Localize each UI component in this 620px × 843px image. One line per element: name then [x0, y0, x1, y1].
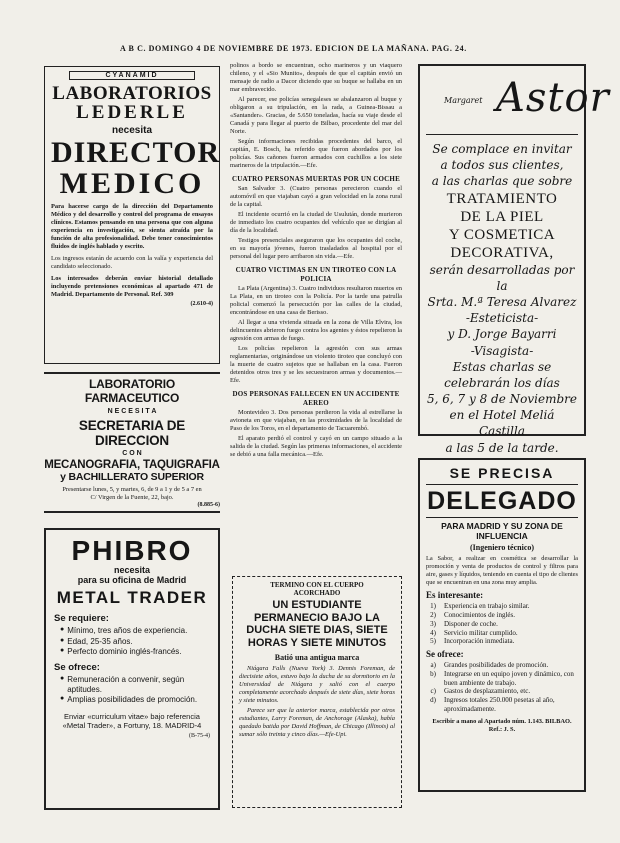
news-paragraph: La Plata (Argentina) 3. Cuatro individuos resultaron muertos en La Plata, en un tiroteo con la Policía. Por la tarde una patrulla policial comenzó la persecución por las calles de la ciudad, encontrándose en una casa de Berisso. — [230, 285, 402, 317]
astor-line: Srta. M.ª Teresa Alvarez — [427, 294, 577, 309]
ad-phibro — [44, 528, 220, 810]
divider — [426, 484, 578, 485]
astor-line: a las charlas que sobre — [431, 174, 573, 189]
farma-post: SECRETARIA DE DIRECCION — [78, 418, 186, 448]
farma-ref: (8.885-6) — [44, 502, 220, 513]
farma-presentarse: Presentarse lunes, 5, y martes, 6, de 9 a 1 y de 5 a 7 en — [62, 486, 202, 493]
farma-address: C/ Virgen de la Fuente, 22, bajo. — [90, 494, 174, 501]
astor-line: -Esteticista- — [465, 311, 539, 326]
list-item-number: a) — [430, 661, 436, 669]
phibro-brand: PHIBRO — [71, 535, 193, 566]
ad-ducha-story — [232, 576, 402, 808]
astor-line: a todos sus clientes, — [440, 158, 564, 173]
astor-logo — [426, 72, 610, 135]
farma-skills-l2: y BACHILLERATO SUPERIOR — [60, 471, 204, 483]
list-item-text: Grandes posibilidades de promoción. — [444, 661, 549, 669]
news-headline: DOS PERSONAS FALLECEN EN UN ACCIDENTE AEREO — [232, 390, 400, 407]
list-item-number: 1) — [430, 602, 436, 611]
delegado-post: DELEGADO — [427, 487, 577, 515]
news-paragraph: El aparato perdió el control y cayó en un campo situado a la salida de la ciudad. Según las primeras informaciones, el accidente se debió a una falla mecánica.—Efe. — [230, 434, 402, 458]
list-item-text: Conocimientos de inglés. — [444, 611, 515, 619]
list-item — [426, 670, 578, 688]
delegado-zona-l1: PARA MADRID Y SU ZONA DE — [441, 521, 563, 532]
news-paragraph: Según informaciones recibidas procedentes del barco, el capitán, E. Bosch, ha referido que fueron abordados por los policías. Sus cañones fueron armados con cuchillos a los siete marineros de la tripulación.—Efe. — [230, 138, 402, 169]
astor-topic: DE LA PIEL — [460, 208, 544, 225]
list-item-number: b) — [430, 669, 436, 678]
ducha-head-l2: ACORCHADO — [293, 589, 341, 597]
ducha-paragraph: Niágara Falls (Nueva York) 3. Dennis Foreman, de diecisiete años, estuvo bajo la ducha de su dormitorio en la Universidad de Niágara y salió con el cuerpo completamente acorchado después de siete días, siete horas y siete minutos. — [239, 664, 395, 704]
bullet-icon: ● — [60, 674, 65, 682]
list-item-text: Gastos de desplazamiento, etc. — [444, 687, 531, 696]
ducha-head-l1: TERMINO CON EL CUERPO — [270, 581, 364, 589]
list-item-text: Ingresos totales 250.000 pesetas al año, aproximadamente. — [444, 696, 555, 713]
list-item — [426, 602, 578, 611]
list-item-number: 3) — [430, 619, 436, 628]
list-item — [60, 647, 210, 657]
news-headline: CUATRO PERSONAS MUERTAS POR UN COCHE — [232, 175, 400, 183]
astor-line: celebrarán los días — [444, 375, 560, 390]
list-item-text: Amplias posibilidades de promoción. — [67, 695, 198, 705]
bullet-icon: ● — [60, 636, 65, 644]
list-item — [60, 675, 210, 696]
list-item-text: Disponer de coche. — [444, 619, 498, 628]
astor-line: Se complace en invitar — [432, 142, 572, 156]
delegado-contact: Escribir a mano al Apartado núm. 1.143. BILBAO. Ref.: J. S. — [432, 717, 572, 733]
list-item-text: Remuneración a convenir, según aptitudes. — [67, 674, 185, 694]
lederle-salary: Los ingresos estarán de acuerdo con la valía y experiencia del candidato seleccionado. — [51, 255, 213, 271]
astor-topic: DECORATIVA, — [450, 244, 554, 261]
list-item-text: Experiencia en trabajo similar. — [444, 602, 530, 611]
bullet-icon: ● — [60, 647, 65, 655]
list-item — [60, 637, 210, 647]
ad-margaret-astor — [418, 64, 610, 455]
ducha-title: UN ESTUDIANTE PERMANECIO BAJO LA DUCHA SIETE DIAS, SIETE HORAS Y SIETE MINUTOS — [246, 599, 388, 649]
list-item-text: Integrarse en un equipo joven y dinámico, con buen ambiente de trabajo. — [444, 669, 574, 687]
ducha-subtitle: Batió una antigua marca — [274, 652, 360, 662]
list-item-number: d) — [430, 696, 436, 704]
list-item-number: 2) — [430, 611, 436, 619]
astor-line: serán desarrolladas por la — [429, 262, 575, 293]
lederle-description: Para hacerse cargo de la dirección del Departamento Médico y del desarrollo y control del programa de ensayos clínicos. Estamos pensando en una persona que con alguna experiencia en investigación, se sienta atraída por la función de alta profesionalidad. Debe tener conocimientos fluidos de inglés hablado y escrito. — [51, 203, 213, 251]
farma-necesita: N E C E S I T A — [107, 408, 157, 415]
list-item-number: 4) — [430, 628, 436, 637]
phibro-para: para su oficina de Madrid — [77, 575, 187, 586]
list-item-text: Servicio militar cumplido. — [444, 628, 518, 637]
list-item-number: 5) — [430, 637, 436, 646]
news-paragraph: Los policías repelieron la agresión con sus armas reglamentarias, originándose un violento tiroteo que concluyó con la muerte de cuatro sujetos que se hallaban en la casa. Fueron detenidos otros tres y se les secuestraron armas y documentos.—Efe. — [230, 345, 402, 385]
bullet-icon: ● — [60, 626, 65, 634]
list-item — [426, 620, 578, 629]
astor-line: 5, 6, 7 y 8 de Noviembre — [427, 392, 577, 407]
post-title-l1: DIRECTOR — [51, 135, 221, 169]
list-item-text: Edad, 25-35 años. — [67, 636, 133, 646]
news-paragraph: Montevideo 3. Dos personas perdieron la vida al estrellarse la avioneta en que viajaban, en las proximidades de la localidad de Paso de los Toros, en el departamento de Tacuarembó. — [230, 408, 402, 432]
list-item — [426, 696, 578, 714]
news-intro: polinos a bordo se encuentran, ocho marineros y un viaquero chileno, y el «Sio Munito», después de que el capitán envió un mensaje de radio a Dacor diciendo que su buque se hallaba en un mar embravecido. — [230, 62, 402, 93]
delegado-se-precisa: SE PRECISA — [449, 465, 555, 481]
news-paragraph: San Salvador 3. (Cuatro personas perecieron cuando el automóvil en que viajaban cayó a gran velocidad en la zona rural de la capital. — [230, 185, 402, 209]
farma-con: C O N — [122, 450, 142, 457]
news-paragraph: Testigos presenciales aseguraron que los ocupantes del coche, en su mayoría jóvenes, fueron trasladados al hospital por el personal del lugar pero arribaron sin vida.—Efe. — [230, 237, 402, 261]
astor-topic: Y COSMETICA — [448, 226, 556, 243]
delegado-intro: La Sabor, a realizar en cosmética se desarrollar la promoción y venta de productos de control y filtros para aire, gases y líquidos, teniendo en cuenta el tipo de clientes que se encuentran en una zona muy amplia. — [426, 555, 578, 587]
news-paragraph: Al llegar a una vivienda situada en la zona de Villa Elvira, los delincuentes abrieron fuego contra los agentes y éstos repelieron la agresión con armas de fuego. — [230, 319, 402, 343]
list-item — [426, 661, 578, 670]
astor-line: -Visagista- — [470, 343, 534, 358]
phibro-contact: Enviar «curriculum vitae» bajo referencia «Metal Trader», a Fortuny, 18. MADRID-4 — [62, 711, 202, 731]
list-item — [426, 637, 578, 646]
news-paragraph: El incidente ocurrió en la ciudad de Usulután, donde murieron de inmediato los cuatro ocupantes del vehículo que se dirigían al día de la localidad. — [230, 211, 402, 235]
company-name-l2: LEDERLE — [76, 102, 188, 123]
phibro-ref: (B-75-4) — [189, 733, 210, 740]
astor-topic: TRATAMIENTO — [446, 190, 558, 207]
astor-line: a las 5 de la tarde. — [445, 440, 559, 455]
list-item — [426, 629, 578, 638]
astor-logo-main: Astor — [496, 75, 610, 121]
lederle-contact: Los interesados deberán enviar historial detallado incluyendo pretensiones económicas al apartado 471 de Madrid. Departamento de Personal. Ref. 309 — [51, 275, 213, 299]
delegado-interesante-list — [426, 602, 578, 646]
ad-lederle — [44, 66, 220, 364]
farma-title: LABORATORIO FARMACEUTICO — [44, 372, 220, 405]
news-column — [230, 62, 402, 572]
ducha-paragraph: Parece ser que la anterior marca, establecida por otros estudiantes, Larry Foreman, de Anchorage (Alaska), había quedado batida por David Hoffman, de Chicago (Illinois) al sumar sólo treinta y cinco días.—Efe-Upi. — [239, 706, 395, 738]
post-title-l2: MEDICO — [59, 166, 205, 200]
lederle-ref: (2.610-4) — [190, 301, 213, 308]
astor-logo-script: Margaret — [444, 96, 483, 105]
phibro-ofrece-label: Se ofrece: — [54, 661, 100, 673]
list-item — [426, 687, 578, 696]
ad-delegado — [418, 458, 586, 792]
divider — [426, 517, 578, 518]
list-item-text: Incorporación inmediata. — [444, 637, 515, 646]
list-item — [60, 695, 210, 705]
list-item-text: Perfecto dominio inglés-francés. — [67, 647, 182, 657]
delegado-ofrece-list — [426, 661, 578, 714]
delegado-ofrece-label: Se ofrece: — [426, 649, 464, 659]
company-name-l1: LABORATORIOS — [52, 83, 212, 104]
necesita-label: necesita — [111, 124, 153, 136]
ad-laboratorio-farmaceutico — [44, 372, 220, 522]
bullet-icon: ● — [60, 695, 65, 703]
news-paragraph: Al parecer, ese policías senegaleses se abalanzaron al buque y obligaron a su tripulación, en la rada, a Guinea-Bissau a «Santander». Gracias, de 5.650 toneladas, hacía su viaje desde el Canadá y para llegar al puerto de Bilbao, procedente del mar del Norte. — [230, 96, 402, 135]
news-headline: CUATRO VICTIMAS EN UN TIROTEO CON LA POLICIA — [235, 266, 397, 283]
phibro-ofrece-list — [60, 675, 210, 706]
phibro-necesita: necesita — [113, 565, 151, 576]
list-item — [60, 626, 210, 636]
astor-line: en el Hotel Meliá Castilla — [449, 408, 555, 439]
astor-line: Estas charlas se — [452, 359, 552, 374]
list-item-text: Mínimo, tres años de experiencia. — [67, 626, 188, 636]
farma-skills-l1: MECANOGRAFIA, TAQUIGRAFIA — [44, 459, 220, 471]
phibro-requiere-label: Se requiere: — [54, 613, 109, 625]
phibro-company: METAL TRADER — [56, 588, 208, 608]
delegado-interesante-label: Es interesante: — [426, 590, 484, 601]
running-head: A B C. DOMINGO 4 DE NOVIEMBRE DE 1973. EDICION DE LA MAÑANA. PAG. 24. — [120, 44, 467, 53]
list-item — [426, 611, 578, 620]
astor-line: y D. Jorge Bayarri — [447, 327, 557, 342]
list-item-number: c) — [430, 687, 436, 696]
phibro-requiere-list — [60, 626, 210, 657]
delegado-zona-l2: INFLUENCIA — [476, 531, 528, 542]
delegado-ingeniero: (Ingeniero técnico) — [469, 543, 535, 553]
cyanamid-logo: CYANAMID — [69, 71, 195, 80]
